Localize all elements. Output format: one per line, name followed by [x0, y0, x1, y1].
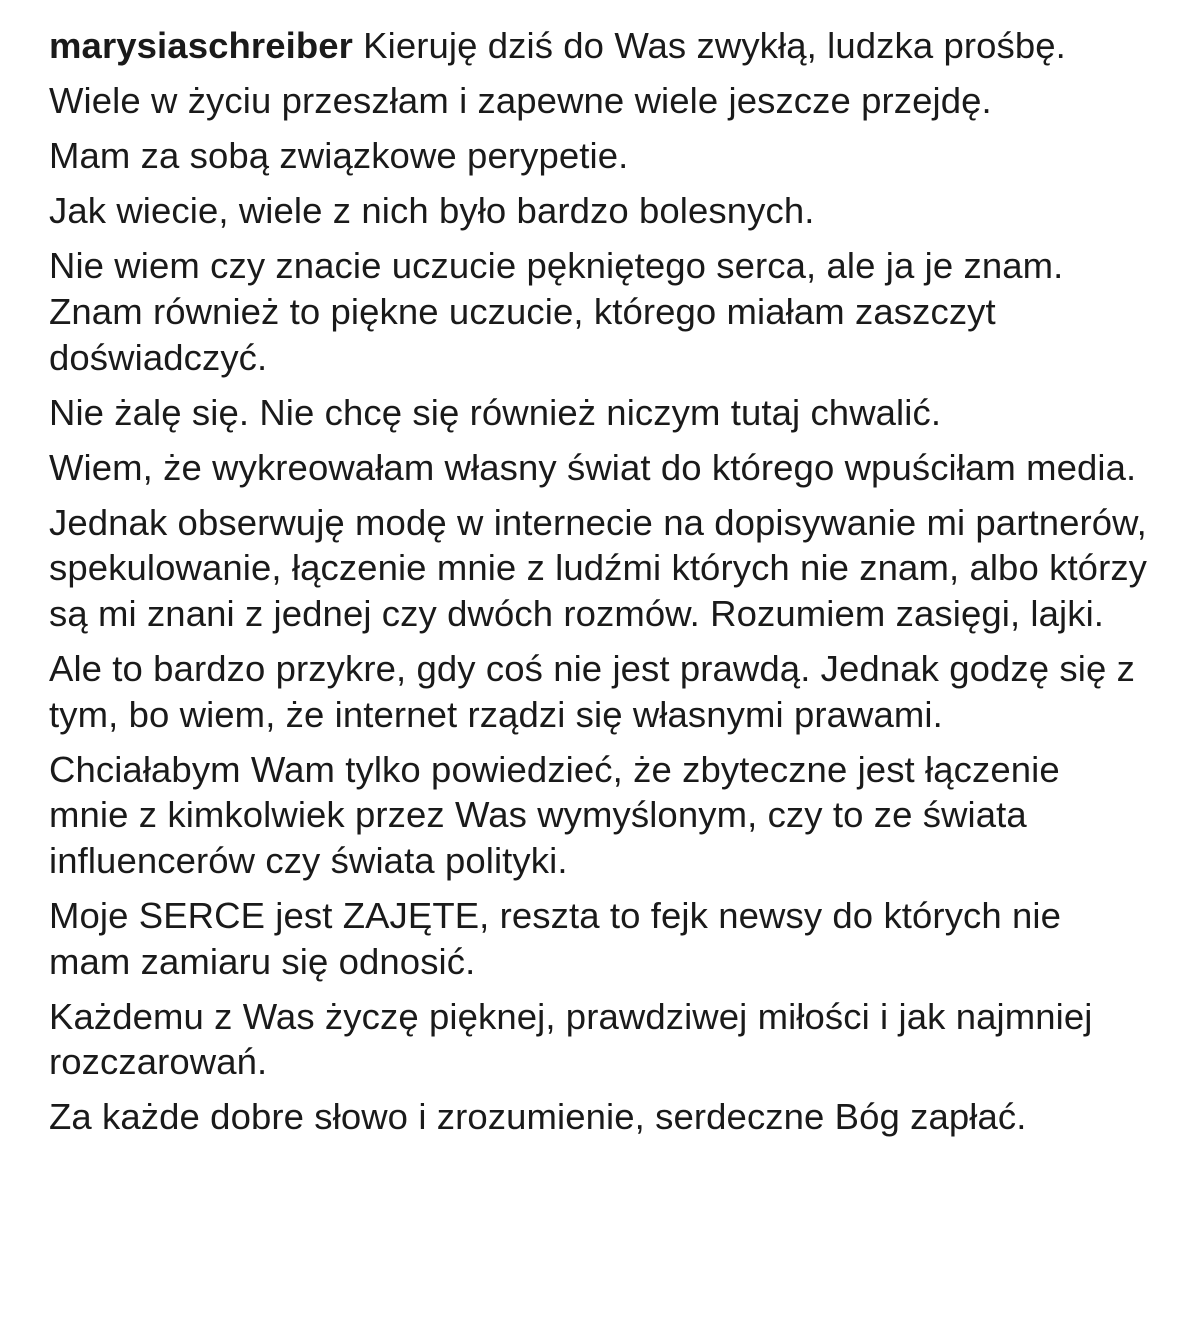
post-caption — [49, 23, 1149, 1150]
username-link[interactable]: marysiaschreiber — [49, 25, 353, 66]
caption-paragraph: Mam za sobą związkowe perypetie. — [49, 135, 629, 177]
caption-paragraph: Chciałabym Wam tylko powiedzieć, że zbyteczne jest łączenie mnie z kimkolwiek przez Was wymyślonym, czy to ze świata influencerów czy świata polityki. — [49, 748, 1060, 881]
caption-paragraph: Wiele w życiu przeszłam i zapewne wiele jeszcze przejdę. — [49, 80, 992, 122]
caption-paragraph: Wiem, że wykreowałam własny świat do którego wpuściłam media. — [49, 446, 1137, 488]
caption-paragraph: Jak wiecie, wiele z nich było bardzo bolesnych. — [49, 190, 815, 232]
caption-paragraph: Ale to bardzo przykre, gdy coś nie jest prawdą. Jednak godzę się z tym, bo wiem, że internet rządzi się własnymi prawami. — [49, 648, 1135, 735]
caption-paragraph: Moje SERCE jest ZAJĘTE, reszta to fejk newsy do których nie mam zamiaru się odnosić. — [49, 895, 1062, 982]
caption-paragraph: Za każde dobre słowo i zrozumienie, serdeczne Bóg zapłać. — [49, 1096, 1027, 1138]
caption-paragraph: Jednak obserwuję modę w internecie na dopisywanie mi partnerów, spekulowanie, łączenie mnie z ludźmi których nie znam, albo którzy są mi znani z jednej czy dwóch rozmów. Rozumiem zasięgi, lajki. — [49, 501, 1148, 635]
caption-paragraph: Każdemu z Was życzę pięknej, prawdziwej miłości i jak najmniej rozczarowań. — [49, 995, 1093, 1083]
caption-paragraph: Nie żalę się. Nie chcę się również niczym tutaj chwalić. — [49, 391, 942, 433]
caption-first-paragraph — [49, 23, 1149, 69]
caption-first-line: Kieruję dziś do Was zwykłą, ludzka prośbę. — [352, 25, 1066, 66]
caption-paragraph: Nie wiem czy znacie uczucie pękniętego serca, ale ja je znam. Znam również to piękne uczucie, którego miałam zaszczyt doświadczyć. — [49, 245, 1064, 378]
